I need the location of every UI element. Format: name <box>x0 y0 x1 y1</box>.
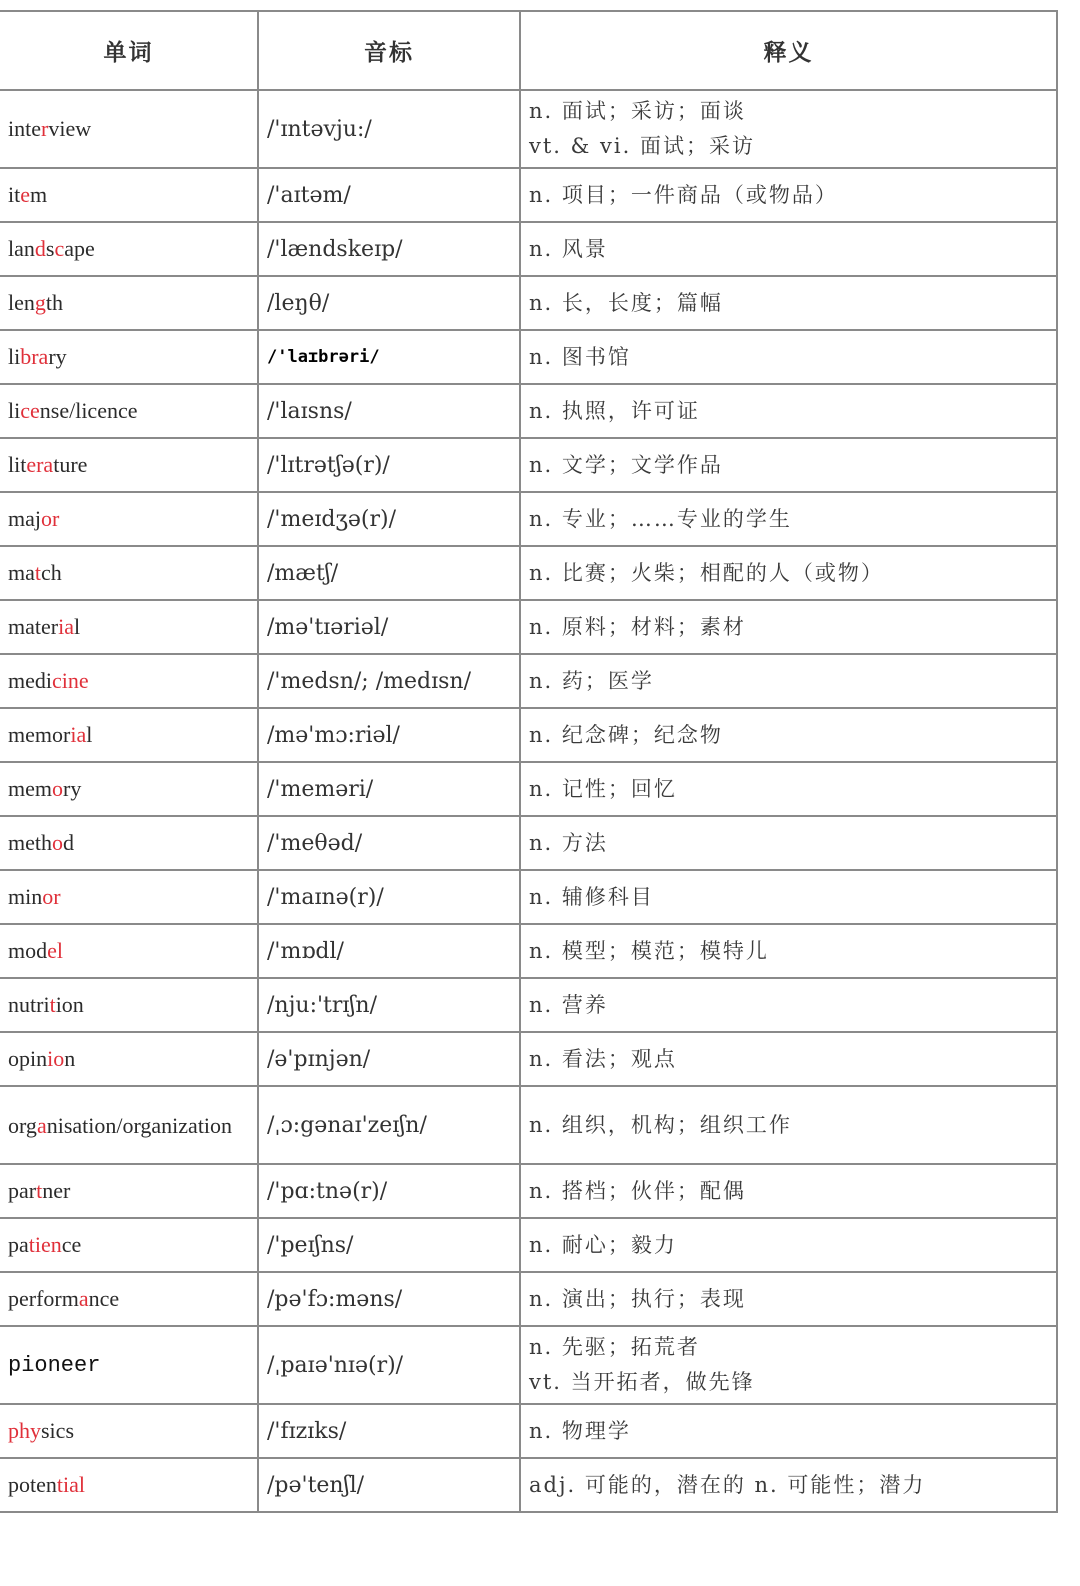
highlighted-letters: tial <box>56 1472 85 1497</box>
phonetic-cell: /'ɪntəvju:/ <box>258 90 520 168</box>
word-cell <box>0 762 258 816</box>
highlighted-letters: ce <box>20 398 40 423</box>
word-fragment: lit <box>8 452 27 477</box>
table-row <box>0 1272 1057 1326</box>
word-fragment: opin <box>8 1046 48 1071</box>
definition-line: n. 面试；采访；面谈 <box>529 99 746 123</box>
word-cell <box>0 276 258 330</box>
word-cell <box>0 330 258 384</box>
phonetic-cell: /'lɪtrətʃə(r)/ <box>258 438 520 492</box>
highlighted-letters: o <box>52 776 63 801</box>
definition-line: n. 文学；文学作品 <box>529 452 723 477</box>
highlighted-letters: t <box>34 560 42 585</box>
table-row <box>0 1326 1057 1404</box>
definition-cell <box>520 1164 1057 1218</box>
vocabulary-table <box>0 10 1058 1513</box>
table-row <box>0 546 1057 600</box>
phonetic-cell: /'mɒdl/ <box>258 924 520 978</box>
definition-cell <box>520 1272 1057 1326</box>
definition-cell <box>520 330 1057 384</box>
table-row <box>0 1458 1057 1512</box>
definition-line: n. 组织，机构；组织工作 <box>529 1112 792 1137</box>
phonetic-cell: /'lændskeɪp/ <box>258 222 520 276</box>
table-row <box>0 90 1057 168</box>
definition-line: n. 搭档；伙伴；配偶 <box>529 1178 746 1203</box>
phonetic-cell: /ˌpaɪə'nɪə(r)/ <box>258 1326 520 1404</box>
definition-cell <box>520 384 1057 438</box>
word-fragment: inte <box>8 116 41 141</box>
definition-cell <box>520 276 1057 330</box>
word-fragment: nutri <box>8 992 50 1017</box>
word-fragment: nisation/organization <box>46 1112 233 1138</box>
definition-cell <box>520 90 1057 168</box>
table-row <box>0 168 1057 222</box>
word-fragment: l <box>73 614 81 639</box>
highlighted-letters: a <box>78 1286 89 1311</box>
definition-cell <box>520 168 1057 222</box>
definition-line: n. 记性；回忆 <box>529 776 677 801</box>
word-fragment: mem <box>8 776 52 801</box>
definition-line: n. 纪念碑；纪念物 <box>529 722 723 747</box>
word-cell <box>0 168 258 222</box>
word-fragment: pioneer <box>8 1352 101 1378</box>
header-word: 单词 <box>0 11 258 90</box>
word-cell <box>0 600 258 654</box>
word-cell <box>0 492 258 546</box>
highlighted-letters: phy <box>8 1418 41 1443</box>
definition-cell <box>520 546 1057 600</box>
table-row <box>0 384 1057 438</box>
word-fragment: m <box>30 182 48 207</box>
word-fragment: medi <box>8 668 52 693</box>
word-cell <box>0 1086 258 1164</box>
phonetic-cell: /mə'mɔ:riəl/ <box>258 708 520 762</box>
word-fragment: it <box>8 182 21 207</box>
phonetic-cell: /'aɪtəm/ <box>258 168 520 222</box>
definition-line: vt. 当开拓者，做先锋 <box>529 1370 755 1394</box>
word-fragment: th <box>45 290 64 315</box>
highlighted-letters: ia <box>70 722 87 747</box>
highlighted-letters: c <box>54 236 65 261</box>
highlighted-letters: tien <box>28 1232 62 1257</box>
word-fragment: n <box>64 1046 76 1071</box>
highlighted-letters: bra <box>20 344 49 369</box>
phonetic-cell: /'meməri/ <box>258 762 520 816</box>
word-fragment: nse/licence <box>39 398 138 423</box>
table-row <box>0 1086 1057 1164</box>
highlighted-letters: or <box>42 884 61 909</box>
definition-cell <box>520 924 1057 978</box>
highlighted-letters: era <box>26 452 54 477</box>
word-cell <box>0 924 258 978</box>
highlighted-letters: t <box>49 992 56 1017</box>
word-cell <box>0 816 258 870</box>
definition-line: n. 项目；一件商品（或物品） <box>529 182 838 207</box>
word-fragment: mater <box>8 614 59 639</box>
word-fragment: perform <box>8 1286 79 1311</box>
word-fragment: meth <box>8 830 52 855</box>
word-fragment: ma <box>8 560 35 585</box>
definition-cell <box>520 762 1057 816</box>
word-fragment: ion <box>55 992 84 1017</box>
word-cell <box>0 222 258 276</box>
word-cell <box>0 1272 258 1326</box>
phonetic-cell: /'meɪdʒə(r)/ <box>258 492 520 546</box>
definition-cell <box>520 978 1057 1032</box>
table-row <box>0 1032 1057 1086</box>
definition-line: n. 长，长度；篇幅 <box>529 290 723 315</box>
definition-cell <box>520 654 1057 708</box>
definition-line: n. 模型；模范；模特儿 <box>529 938 769 963</box>
word-fragment: ce <box>61 1232 82 1257</box>
phonetic-cell: /'medsn/; /medɪsn/ <box>258 654 520 708</box>
definition-line: n. 物理学 <box>529 1418 631 1443</box>
word-cell <box>0 546 258 600</box>
phonetic-cell: /'pɑ:tnə(r)/ <box>258 1164 520 1218</box>
highlighted-letters: e <box>20 182 30 207</box>
word-fragment: ture <box>53 452 88 477</box>
definition-line: n. 风景 <box>529 236 608 261</box>
table-row <box>0 438 1057 492</box>
definition-line: n. 比赛；火柴；相配的人（或物） <box>529 560 884 585</box>
highlighted-letters: cine <box>52 668 89 693</box>
word-fragment: pa <box>8 1232 29 1257</box>
table-row <box>0 600 1057 654</box>
word-fragment: org <box>8 1112 37 1138</box>
word-fragment: ch <box>41 560 62 585</box>
word-cell <box>0 1218 258 1272</box>
table-header-row <box>0 11 1057 90</box>
word-fragment: lan <box>8 236 35 261</box>
word-fragment: nce <box>88 1286 120 1311</box>
word-fragment: par <box>8 1178 37 1203</box>
definition-line: n. 先驱；拓荒者 <box>529 1335 700 1359</box>
word-cell <box>0 1458 258 1512</box>
word-fragment: view <box>48 116 92 141</box>
highlighted-letters: t <box>36 1178 43 1203</box>
highlighted-letters: o <box>52 830 63 855</box>
phonetic-cell: /'peɪʃns/ <box>258 1218 520 1272</box>
definition-cell <box>520 1326 1057 1404</box>
word-fragment: sics <box>41 1418 74 1443</box>
phonetic-cell: /pə'fɔ:məns/ <box>258 1272 520 1326</box>
definition-line: n. 演出；执行；表现 <box>529 1286 746 1311</box>
definition-cell <box>520 1218 1057 1272</box>
word-cell <box>0 438 258 492</box>
definition-line: n. 看法；观点 <box>529 1046 677 1071</box>
highlighted-letters: g <box>34 290 46 315</box>
phonetic-cell: /nju:'trɪʃn/ <box>258 978 520 1032</box>
word-cell <box>0 870 258 924</box>
word-cell <box>0 978 258 1032</box>
word-fragment: poten <box>8 1472 57 1497</box>
word-fragment: min <box>8 884 43 909</box>
word-fragment: li <box>8 344 21 369</box>
definition-cell <box>520 816 1057 870</box>
phonetic-cell: /'laɪsns/ <box>258 384 520 438</box>
word-cell <box>0 1164 258 1218</box>
table-row <box>0 330 1057 384</box>
word-cell <box>0 654 258 708</box>
phonetic-cell: /leŋθ/ <box>258 276 520 330</box>
phonetic-cell: /'maɪnə(r)/ <box>258 870 520 924</box>
definition-line: vt. & vi. 面试；采访 <box>529 134 755 158</box>
table-row <box>0 708 1057 762</box>
definition-cell <box>520 1404 1057 1458</box>
highlighted-letters: el <box>47 938 64 963</box>
phonetic-cell: /ˌɔ:gənaɪ'zeɪʃn/ <box>258 1086 520 1164</box>
table-row <box>0 1164 1057 1218</box>
phonetic-cell: /'meθəd/ <box>258 816 520 870</box>
phonetic-cell: /'fɪzɪks/ <box>258 1404 520 1458</box>
highlighted-letters: ia <box>58 614 74 639</box>
table-row <box>0 1404 1057 1458</box>
word-cell <box>0 708 258 762</box>
word-fragment: ner <box>42 1178 71 1203</box>
definition-cell <box>520 222 1057 276</box>
highlighted-letters: io <box>47 1046 65 1071</box>
definition-line: n. 耐心；毅力 <box>529 1232 677 1257</box>
definition-cell <box>520 1458 1057 1512</box>
phonetic-cell: /'laɪbrəri/ <box>258 330 520 384</box>
phonetic-cell: /mə'tɪəriəl/ <box>258 600 520 654</box>
definition-line: n. 专业；……专业的学生 <box>529 506 792 531</box>
table-body <box>0 90 1057 1512</box>
phonetic-cell: /mætʃ/ <box>258 546 520 600</box>
table-row <box>0 276 1057 330</box>
definition-cell <box>520 1086 1057 1164</box>
word-fragment: s <box>45 236 55 261</box>
highlighted-letters: r <box>41 116 49 141</box>
definition-cell <box>520 600 1057 654</box>
table-row <box>0 870 1057 924</box>
word-cell <box>0 1326 258 1404</box>
definition-cell <box>520 492 1057 546</box>
definition-line: n. 药；医学 <box>529 668 654 693</box>
definition-line: n. 辅修科目 <box>529 884 654 909</box>
table-row <box>0 924 1057 978</box>
definition-line: n. 图书馆 <box>529 344 631 369</box>
definition-line: n. 营养 <box>529 992 608 1017</box>
definition-line: n. 执照，许可证 <box>529 398 700 423</box>
word-fragment: memor <box>8 722 71 747</box>
word-cell <box>0 1404 258 1458</box>
word-fragment: li <box>8 398 21 423</box>
phonetic-cell: /pə'tenʃl/ <box>258 1458 520 1512</box>
table-row <box>0 654 1057 708</box>
word-fragment: mod <box>8 938 48 963</box>
definition-line: n. 方法 <box>529 830 608 855</box>
word-fragment: ry <box>48 344 67 369</box>
word-fragment: ry <box>63 776 82 801</box>
word-fragment: maj <box>8 506 41 531</box>
word-fragment: d <box>63 830 74 855</box>
word-cell <box>0 90 258 168</box>
word-fragment: l <box>86 722 93 747</box>
word-cell <box>0 384 258 438</box>
highlighted-letters: a <box>36 1112 47 1138</box>
definition-cell <box>520 708 1057 762</box>
table-row <box>0 222 1057 276</box>
word-fragment: ape <box>64 236 95 261</box>
table-row <box>0 1218 1057 1272</box>
definition-cell <box>520 870 1057 924</box>
definition-line: n. 原料；材料；素材 <box>529 614 746 639</box>
table-row <box>0 762 1057 816</box>
highlighted-letters: or <box>41 506 60 531</box>
definition-line: adj. 可能的，潜在的 n. 可能性；潜力 <box>529 1472 926 1497</box>
phonetic-cell: /ə'pɪnjən/ <box>258 1032 520 1086</box>
header-definition: 释义 <box>520 11 1057 90</box>
highlighted-letters: d <box>34 236 46 261</box>
word-cell <box>0 1032 258 1086</box>
header-phonetic: 音标 <box>258 11 520 90</box>
table-row <box>0 978 1057 1032</box>
table-row <box>0 816 1057 870</box>
word-fragment: len <box>8 290 35 315</box>
table-row <box>0 492 1057 546</box>
definition-cell <box>520 1032 1057 1086</box>
definition-cell <box>520 438 1057 492</box>
